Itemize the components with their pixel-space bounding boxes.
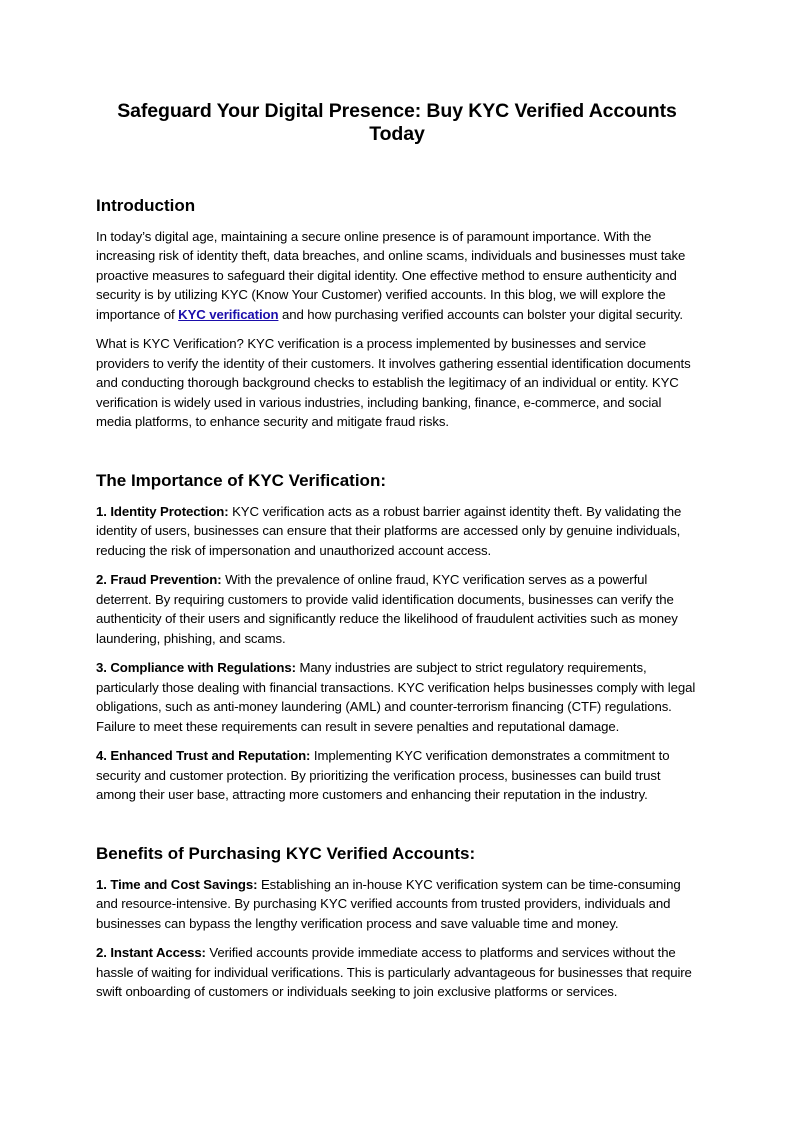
- importance-item-lead: 2. Fraud Prevention:: [96, 572, 222, 588]
- intro-heading: Introduction: [96, 195, 196, 215]
- benefits-heading: Benefits of Purchasing KYC Verified Accounts:: [96, 843, 476, 863]
- importance-item: [96, 746, 698, 805]
- intro-paragraph-1: [96, 227, 698, 325]
- importance-item-text: Implementing KYC verification demonstrates a commitment to security and customer protection. By prioritizing the verification process, businesses can build trust among their user base, attracting more customers and enhancing their reputation in the industry.: [96, 748, 670, 803]
- intro-p1-text-before: In today’s digital age, maintaining a secure online presence is of paramount importance. With the increasing risk of identity theft, data breaches, and online scams, individuals and businesses must take proactive measures to safeguard their digital identity. One effective method to ensure authenticity and security is by utilizing KYC (Know Your Customer) verified accounts. In this blog, we will explore the importance of: [96, 228, 686, 322]
- kyc-verification-link[interactable]: KYC verification: [178, 306, 279, 322]
- benefits-section: [96, 843, 698, 1002]
- importance-item-text: KYC verification acts as a robust barrier against identity theft. By validating the identity of users, businesses can ensure that their platforms are accessed only by genuine individuals, reducing the risk of impersonation and unauthorized account access.: [96, 503, 682, 558]
- importance-item-lead: 3. Compliance with Regulations:: [96, 660, 296, 676]
- importance-item: [96, 658, 698, 736]
- importance-heading: The Importance of KYC Verification:: [96, 470, 386, 490]
- intro-p1-text-after: and how purchasing verified accounts can bolster your digital security.: [278, 306, 683, 322]
- importance-item: [96, 570, 698, 648]
- benefits-item-text: Establishing an in-house KYC verification system can be time-consuming and resource-intensive. By purchasing KYC verified accounts from trusted providers, individuals and businesses can bypass the lengthy verification process and save valuable time and money.: [96, 876, 681, 931]
- importance-item-lead: 4. Enhanced Trust and Reputation:: [96, 748, 311, 764]
- document-title: Safeguard Your Digital Presence: Buy KYC Verified Accounts Today: [117, 100, 677, 146]
- importance-section: [96, 470, 698, 805]
- importance-item-text: Many industries are subject to strict regulatory requirements, particularly those dealing with financial transactions. KYC verification helps businesses comply with legal obligations, such as anti-money laundering (AML) and counter-terrorism financing (CTF) regulations. Failure to meet these requirements can result in severe penalties and reputational damage.: [96, 660, 696, 734]
- intro-paragraph-2: What is KYC Verification? KYC verification is a process implemented by businesses and service providers to verify the identity of their customers. It involves gathering essential identification documents and conducting thorough background checks to establish the legitimacy of an individual or entity. KYC verification is widely used in various industries, including banking, finance, e-commerce, and social media platforms, to enhance security and mitigate fraud risks.: [96, 336, 691, 430]
- benefits-item-lead: 2. Instant Access:: [96, 945, 206, 961]
- importance-item-lead: 1. Identity Protection:: [96, 503, 229, 519]
- benefits-item-lead: 1. Time and Cost Savings:: [96, 876, 258, 892]
- benefits-item: [96, 943, 698, 1002]
- section-spacer: [96, 815, 698, 843]
- importance-item-text: With the prevalence of online fraud, KYC verification serves as a powerful deterrent. By requiring customers to provide valid identification documents, businesses can verify the authenticity of their users and significantly reduce the likelihood of fraudulent activities such as money laundering, phishing, and scams.: [96, 572, 678, 646]
- benefits-item: [96, 875, 698, 934]
- section-spacer: [96, 442, 698, 470]
- importance-item: [96, 502, 698, 561]
- benefits-item-text: Verified accounts provide immediate access to platforms and services without the hassle of waiting for individual verifications. This is particularly advantageous for businesses that require swift onboarding of customers or individuals seeking to join exclusive platforms or services.: [96, 945, 692, 1000]
- intro-section: [96, 195, 698, 432]
